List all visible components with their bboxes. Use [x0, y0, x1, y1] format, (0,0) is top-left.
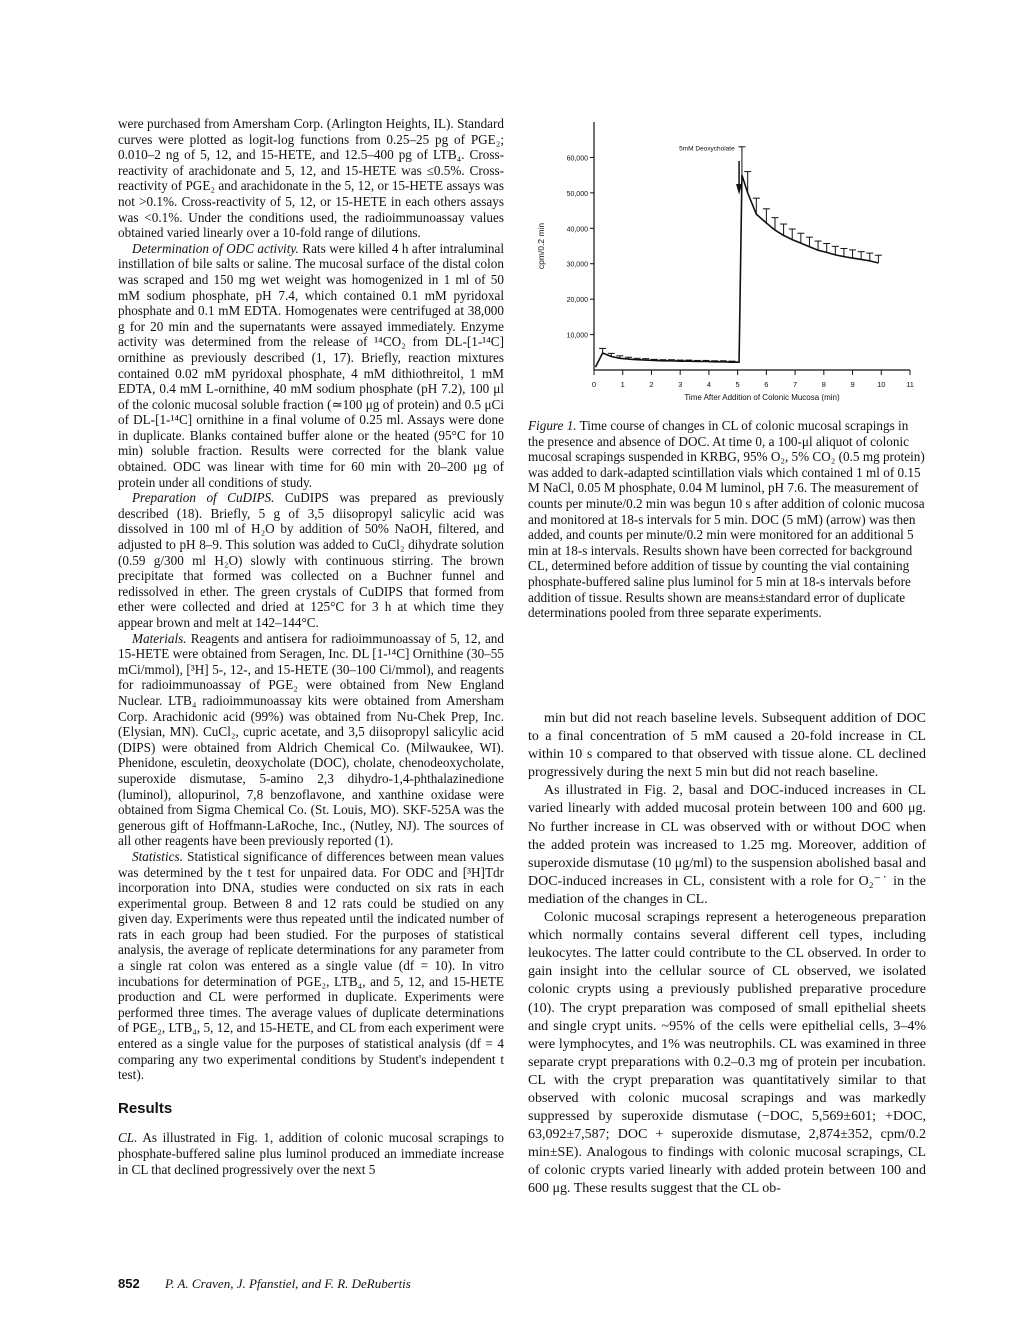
figure-caption-text: Time course of changes in CL of colonic mucosal scrapings in the presence and absence of DOC. At time 0, a 100-μl aliquot of colonic mucosal scrapings suspended in KRBG, 95% O₂, 5% CO₂ (0.5 mg protein) was added to dark-adapted scintillation vials which contained 1 ml of 0.15 M NaCl, 0.05 M phosphate, 0.04 M luminol, pH 7.6. The measurement of counts per minute/0.2 min was begun 10 s after addition of colonic mucosa and monitored at 18-s intervals for 5 min. DOC (5 mM) (arrow) was then added, and counts per minute/0.2 min were monitored for an additional 5 min at 18-s intervals. Results shown have been corrected for background CL, determined before addition of tissue by counting the vial containing phosphate-buffered saline plus luminol for 5 min at 18-s intervals before addition of tissue. Results shown are means±standard error of duplicate determinations pooled from three separate experiments.	[528, 418, 925, 621]
paragraph-doc-increase: min but did not reach baseline levels. Subsequent addition of DOC to a final concentration of 5 mM caused a 20-fold increase in CL within 10 s compared to that observed with tissue alone. CL declined progressively during the next 5 min but did not reach baseline.	[528, 711, 926, 781]
paragraph-materials: Materials. Reagents and antisera for radioimmunoassay of 5, 12, and 15-HETE were obtained from Seragen, Inc. DL [1-¹⁴C] Ornithine (30–55 mCi/mmol), [³H] 5-, 12-, and 15-HETE (30–100 Ci/mmol), and reagents for radioimmunoassay of PGE₂ were obtained from New England Nuclear. LTB₄ radioimmunoassay kits were obtained from Amersham Corp. Arachidonic acid (99%) was obtained from Nu-Chek Prep, Inc. (Elysian, MN). CuCl₂, cupric acetate, and 3,5 diisopropyl salicylic acid (DIPS) were obtained from Aldrich Chemical Co. (Milwaukee, WI). Phenidone, esculetin, deoxycholate (DOC), cholate, chenodeoxycholate, superoxide dismutase, 5-amino 2,3 dihydro-1,4-phthalazinedione (luminol), allopurinol, 7,8 benzoflavone, and xanthine oxidase were obtained from Sigma Chemical Co. (St. Louis, MO). SKF-525A was the generous gift of Hoffmann-LaRoche, Inc., (Nutley, NJ). The sources of all other reagents have been previously reported (1).	[118, 630, 504, 849]
y-tick-label: 10,000	[566, 332, 588, 340]
paragraph-statistics: Statistics. Statistical significance of differences between mean values was determined by the t test for unpaired data. For ODC and [³H]Tdr incorporation into DNA, studies were conducted on six rats in each experimental group. Between 8 and 12 rats could be studied on any given day. Experiments were thus repeated until the indicated number of rats in each group had been studied. For the purposes of statistical analysis, the average of replicate determinations for any parameter from a single rat colon was entered as a single value (df = 10). In vitro incubations for determination of PGE₂, LTB₄, and 5, 12, and 15-HETE production and CL were performed in duplicate. Experiments were performed three times. The average values of duplicate determinations of PGE₂, LTB₄, 5, 12, and 15-HETE, and CL from each experiment were entered as a single value for the purposes of statistical analysis (df = 4 comparing any two experimental conditions by Student's independent t test).	[118, 848, 504, 1083]
runin-heading-cl: CL.	[118, 1130, 138, 1146]
x-axis-label: Time After Addition of Colonic Mucosa (min)	[684, 393, 840, 402]
x-tick-label: 2	[649, 380, 654, 389]
paragraph-cudips-prep: Preparation of CuDIPS. CuDIPS was prepared as previously described (18). Briefly, 5 g of 3,5 diisopropyl salicylic acid was dissolved in 100 ml of H₂O by addition of 50% NaOH, filtered, and adjusted to pH 8–9. This solution was added to CuCl₂ dihydrate solution (0.59 g/300 ml H₂O) slowly with continuous stirring. The brown precipitate that formed was collected on a Buchner funnel and redissolved in ether. The green crystals of CuDIPS that formed from ether were collected and dried at 125°C for 3 h at which time they appear brown and melt at 142–144°C.	[118, 490, 504, 630]
x-tick-label: 4	[706, 380, 711, 389]
x-tick-label: 9	[850, 380, 855, 389]
running-authors: P. A. Craven, J. Pfanstiel, and F. R. DeRubertis	[164, 1276, 411, 1291]
chart-axes	[536, 122, 914, 402]
right-column	[528, 710, 926, 1199]
paragraph-cl-results: CL. As illustrated in Fig. 1, addition of colonic mucosal scrapings to phosphate-buffered saline plus luminol produced an immediate increase in CL that declined progressively over the next 5	[118, 1130, 504, 1177]
x-tick-label: 5	[735, 380, 740, 389]
x-tick-label: 10	[877, 380, 886, 389]
chart-marks	[595, 145, 881, 367]
paragraph-colonic-crypts: Colonic mucosal scrapings represent a heterogeneous preparation which normally contains several different cell types, including leukocytes. The latter could contribute to the CL observed. In order to gain insight into the cellular source of CL observed, we isolated colonic crypts using a previously published preparative procedure (10). The crypt preparation was composed of small epithelial sheets and single crypt units. ~95% of the cells were epithelial cells, 3–4% were lymphocytes, and 1% was neutrophils. CL was examined in three separate crypt preparations with 0.2–0.3 mg of protein per incubation. CL with the crypt preparation was quantitatively similar to that observed with colonic mucosal scrapings and was markedly suppressed by superoxide dismutase (−DOC, 5,569±601; +DOC, 63,092±7,587; DOC + superoxide dismutase, 2,874±352, cpm/0.2 min±SE). Analogous to findings with colonic mucosal scrapings, CL of colonic crypts varied linearly with added protein between 100 and 600 μg. These results suggest that the CL ob-	[528, 910, 926, 1197]
x-tick-label: 6	[764, 380, 769, 389]
annotation-label: 5mM Deoxycholate	[679, 145, 735, 153]
y-tick-label: 60,000	[566, 155, 588, 163]
cl-time-course-chart	[510, 112, 930, 422]
x-tick-label: 8	[821, 380, 826, 389]
figure-1	[510, 112, 930, 422]
page-footer	[118, 1276, 411, 1292]
x-tick-label: 0	[591, 380, 597, 389]
cl-series-line	[595, 175, 878, 367]
paragraph-assay-standards: were purchased from Amersham Corp. (Arlington Heights, IL). Standard curves were plotted as logit-log functions from 0.25–25 pg of PGE₂; 0.010–2 ng of 5, 12, and 15-HETE, and 12.5–400 pg of LTB₄. Cross-reactivity of arachidonate and 5, 12, and 15-HETE was ≤0.5%. Cross-reactivity of PGE₂ and arachidonate in the 5, 12, or 15-HETE assays was not >0.1%. Cross-reactivity of 5, 12, or 15-HETE in each others assays was <0.1%. Under the conditions used, the radioimmunoassay values obtained varied linearly over a 10-fold range of dilutions.	[118, 116, 504, 241]
x-tick-label: 3	[678, 380, 683, 389]
left-column	[118, 116, 504, 1177]
y-axis-label: cpm/0.2 min	[536, 222, 546, 270]
paragraph-protein-linearity: As illustrated in Fig. 2, basal and DOC-induced increases in CL varied linearly with added mucosal protein between 100 and 600 μg. No further increase in CL was observed with or without DOC when the added protein was increased to 1.25 mg. Moreover, addition of superoxide dismutase (10 μg/ml) to the suspension abolished basal and DOC-induced increases in CL, consistent with a role for O₂⁻˙ in the mediation of the changes in CL.	[528, 783, 926, 907]
y-tick-label: 50,000	[566, 190, 588, 198]
runin-heading-cudips: Preparation of CuDIPS.	[132, 490, 275, 506]
paragraph-odc-activity: Determination of ODC activity. Rats were killed 4 h after intraluminal instillation of bile salts or saline. The mucosal surface of the distal colon was scraped and 150 mg wet weight was homogenized in 1 ml of 50 mM sodium phosphate, pH 7.4, which contained 0.1 mM pyridoxal phosphate and 0.1 mM EDTA. Homogenates were centrifuged at 38,000 g for 20 min and the supernatants were assayed immediately. Enzyme activity was determined from the release of ¹⁴CO₂ from DL-[1-¹⁴C] ornithine as previously described (1, 17). Briefly, reaction mixtures contained 0.02 mM pyridoxal phosphate, 4 mM dithiothreitol, 1 mM EDTA, 0.4 mM L-ornithine, 40 mM sodium phosphate (pH 7.2), 100 μl of the colonic mucosal soluble fraction (≃100 μg of protein) and 0.5 μCi of DL-[1-¹⁴C] ornithine in a final volume of 0.25 ml. Assays were done in duplicate. Blanks contained buffer alone or the heated (95°C for 10 min) soluble fraction. Results were corrected for the blank value obtained. ODC was linear with time for 60 min with 20–200 μg of protein under all conditions of study.	[118, 240, 504, 490]
figure-caption-label: Figure 1.	[528, 418, 577, 433]
y-tick-label: 20,000	[566, 297, 588, 305]
results-heading: Results	[118, 1099, 173, 1117]
y-tick-label: 30,000	[566, 261, 588, 269]
runin-heading-statistics: Statistics.	[132, 848, 183, 864]
x-tick-label: 1	[620, 380, 625, 389]
figure-caption	[528, 418, 926, 621]
x-tick-label: 11	[906, 380, 914, 389]
page-number: 852	[118, 1276, 140, 1291]
x-tick-label: 7	[793, 380, 798, 389]
runin-heading-materials: Materials.	[132, 630, 187, 646]
y-tick-label: 40,000	[566, 226, 588, 234]
runin-heading-odc: Determination of ODC activity.	[132, 240, 299, 256]
